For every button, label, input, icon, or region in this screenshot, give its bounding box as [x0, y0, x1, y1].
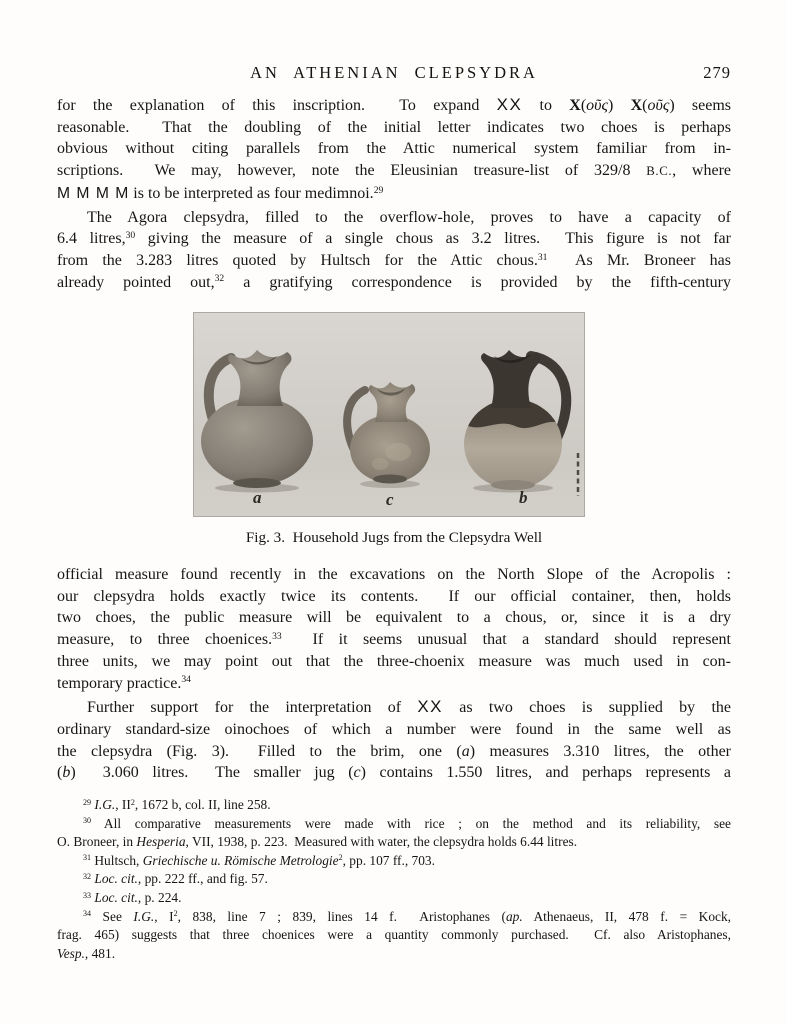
figure-caption: Fig. 3. Household Jugs from the Clepsydra Well — [245, 529, 543, 546]
household-jugs-photograph — [193, 312, 585, 517]
text-line: official measure found recently in the excavations on the North Slope of the Acropolis : — [57, 566, 731, 583]
text-line: 6.4 litres,$^{30}$ giving the measure of a single chous as 3.2 litres. This figure is not far — [57, 229, 731, 248]
footnotes-section — [57, 796, 731, 963]
text-line: already pointed out,$^{32}$ a gratifying correspondence is provided by the fifth-century — [57, 273, 732, 291]
jug-label-c: c — [386, 490, 394, 509]
paragraph — [57, 852, 731, 871]
text-line: $^{32}$ Loc. cit., pp. 222 ff., and fig. 57. — [83, 871, 268, 887]
paragraph — [57, 870, 731, 889]
text-line: scriptions. We may, however, note the Eleusinian treasure-list of 329/8 B.C., where — [57, 162, 732, 180]
body-text-upper — [57, 94, 731, 293]
text-line: $^{33}$ Loc. cit., p. 224. — [83, 889, 182, 905]
text-line: $^{29}$ I.G., $II^2$, 1672 b, col. II, line 258. — [83, 797, 271, 812]
text-line: measure, to three choenices.$^{33}$ If it seems unusual that a standard should represent — [57, 630, 731, 649]
paragraph — [57, 908, 731, 964]
paragraph — [57, 564, 731, 694]
text-line: the clepsydra (Fig. 3). Filled to the brim, one (a) measures 3.310 litres, the other — [57, 742, 732, 760]
text-line: Vesp., 481. — [57, 945, 116, 961]
jug-label-a: a — [253, 488, 262, 507]
paragraph — [57, 696, 731, 784]
text-line: for the explanation of this inscription. To expand XX to X(οῦς) X(οῦς) seems — [57, 95, 732, 114]
paragraph — [57, 207, 731, 294]
paragraph — [57, 815, 731, 852]
jug-label-b: b — [519, 488, 528, 507]
paragraph — [57, 796, 731, 815]
text-line: frag. 465) suggests that three choenices were a quantity commonly purchased. Cf. also Aristophanes, — [57, 927, 731, 943]
text-line: obvious without citing parallels from the Attic numerical system familiar from in- — [57, 140, 731, 158]
text-line: our clepsydra holds exactly twice its contents. If our official container, then, holds — [57, 587, 731, 605]
text-line: Further support for the interpretation of XX as two choes is supplied by the — [87, 697, 731, 717]
text-line: reasonable. That the doubling of the initial letter indicates two choes is perhaps — [57, 118, 731, 136]
text-line: The Agora clepsydra, filled to the overflow-hole, proves to have a capacity of — [87, 208, 731, 226]
text-line: two choes, the public measure will be equivalent to a chous, or, since it is a dry — [57, 609, 731, 627]
text-line: ordinary standard-size oinochoes of which a number were found in the same well as — [57, 720, 731, 738]
paragraph — [57, 889, 731, 908]
text-line: $^{34}$ See I.G., $I^2$, 838, line 7 ; 839, lines 14 f. Aristophanes (ap. Athenaeus, II, 478 f. = Kock, — [83, 908, 732, 924]
page-title: AN ATHENIAN CLEPSYDRA — [250, 63, 538, 82]
body-text-lower — [57, 564, 731, 784]
text-line: from the 3.283 litres quoted by Hultsch for the Attic chous.$^{31}$ As Mr. Broneer has — [57, 251, 731, 269]
text-line: M M M M is to be interpreted as four medimnoi.$^{29}$ — [57, 184, 384, 202]
page-number: 279 — [703, 63, 731, 82]
text-line: temporary practice.$^{34}$ — [57, 674, 191, 692]
paragraph — [57, 94, 731, 205]
text-line: $^{30}$ All comparative measurements were made with rice ; on the method and its reliability, see — [83, 815, 731, 831]
figure-3-photo — [193, 312, 585, 517]
running-head — [57, 63, 731, 85]
text-line: $^{31}$ Hultsch, Griechische u. Römische Metrologie$^2$, pp. 107 ff., 703. — [83, 852, 435, 868]
text-line: three units, we may point out that the three-choenix measure was much used in con- — [57, 652, 731, 670]
text-line: (b) 3.060 litres. The smaller jug (c) contains 1.550 litres, and perhaps represents a — [57, 764, 731, 782]
text-line: O. Broneer, in Hesperia, VII, 1938, p. 223. Measured with water, the clepsydra holds 6.44 litres. — [57, 834, 578, 850]
